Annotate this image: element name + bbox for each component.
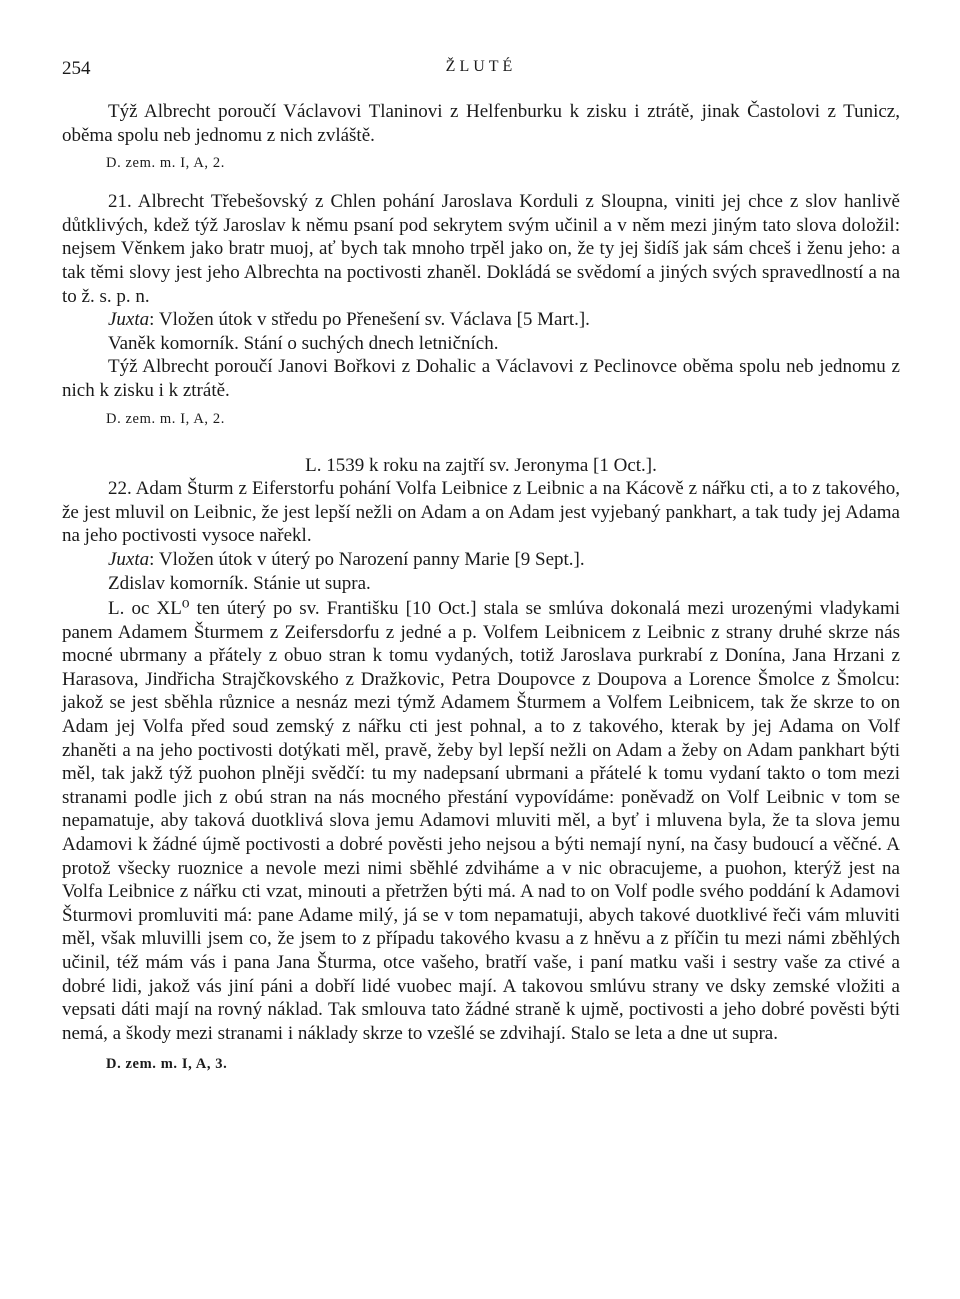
page-body: [62, 100, 900, 1075]
juxta-text: : Vložen útok v úterý po Narození panny Marie [9 Sept.].: [149, 548, 585, 570]
juxta-label: Juxta: [108, 548, 150, 570]
settlement-paragraph: L. oc XL⁰ ten úterý po sv. Františku [10 Oct.] stala se smlúva dokonalá mezi urozenými vladykami panem Adamem Šturmem z Zeifersdorfu z jedné a p. Volfem Leibnicem z Leibnic z strany druhé skrze nás mocné ubrmany a přátely z obuo stran k tomu vydaných, totiž Jaroslava purkrabí z Donína, Jana Hrzani z Harasova, Jindřicha Strajčkovského z Dražkovic, Petra Doupovce z Doupova a Lorence Šmolce z Šmolcu: jakož se jest sběhla různice a nesnáz mezi týmž Adamem Šturmem a Volfem Leibnicem, tak že skrze to on Adam jej Volfa před soud zemský z nářku cti jest pohnal, a to z takového, kterak by jej Adama on Volf zhaněti a na jeho poctivosti dotýkati měl, pravě, žeby byl lepší nežli on Adam a žeby on Adam pankhart býti měl, tak jakž týž puohon plněji svědčí: tu my nadepsaní ubrmani a přátelé k tomu vydaní takto o tom mezi stranami podle jich z obú stran na nás mocného přestání vypovídáme: poněvadž on Volf Leibnic v tom se nepamatuje, aby taková duotklivá slova jemu Adamovi mluviti měl, a byť i mluvena byla, že ta slova jemu Adamovi k žádné újmě poctivosti a dobré pověsti jeho nejsou a býti nemají nyní, na časy budoucí a věčné. A protož všecky ruoznice a nevole mezi nimi sběhlé zdviháme a v nic obracujeme, a puohon, kterýž jest na Volfa Leibnice z nářku cti vzat, minouti a přetržen býti má. A nad to on Volf podle svého poddání k Adamovi Šturmovi promluviti má: pane Adame milý, já se v tom nepamatuji, abych takové duotklivé řeči vám mluviti měl, však mluvilli jsem co, že jsem to z případu takového kvasu a z hněvu a z příčin tu mezi námi zběhlých učinil, též mám vás i pana Jana Šturma, otce vašeho, bratří vaše, i paní matku vaši i sestry vaše za ctivé a dobré lidi, jakož vás jiní páni a dobří lidé vuobec mají. A takovou smlúvu strany ve dsky zemské vložiti a vepsati dáti mají na rovný náklad. Tak smlouva tato žádné straně k ujmě, poctivosti a jeho dobré pověsti býti nemá, a škody mezi stranami i náklady skrze to vzešlé se zdvihají. Stalo se leta a dne ut supra.: [62, 598, 900, 1044]
running-title: ŽLUTÉ: [445, 58, 517, 75]
source-citation: D. zem. m. I, A, 2.: [106, 410, 225, 427]
page-header: [62, 58, 900, 84]
paragraph-albrecht-helfenburk: Týž Albrecht poroučí Václavovi Tlaninovi z Helfenburku k zisku i ztrátě, jinak Častolovi z Tunicz, oběma spolu neb jednomu z nich zvláště.: [62, 101, 900, 146]
komornik-line: Vaněk komorník. Stání o suchých dnech letničních.: [108, 332, 499, 354]
juxta-note: [62, 308, 900, 332]
entry-22: 22. Adam Šturm z Eiferstorfu pohání Volfa Leibnice z Leibnic a na Kácově z nářku cti, a to z takového, že jest mluvil on Leibnic, že jest lepší nežli on Adam a on Adam jest vyjebaný pankhart, a tak tudy jej Adama na jeho poctivosti vysoce nařekl.: [62, 478, 900, 547]
juxta-note: [62, 548, 900, 572]
paragraph-albrecht-dohalic: Týž Albrecht poroučí Janovi Bořkovi z Dohalic a Václavovi z Peclinovce oběma spolu neb jednomu z nich k zisku i k ztrátě.: [62, 356, 900, 401]
source-citation: D. zem. m. I, A, 3.: [106, 1056, 228, 1073]
spacer: [62, 174, 900, 190]
entry-21: 21. Albrecht Třebešovský z Chlen pohání Jaroslava Korduli z Sloupna, viniti jej chce z slov hanlivě důtklivých, kdež týž Jaroslav k němu psaní pod sekrytem svým učinil a v něm mezi jiným tato slova doložil: nejsem Věnkem jako bratr muoj, ať bych tak mnoho trpěl jako on, že ty jej šidíš jak sám chceš i ženu jeho: a tak těmi slovy jest jeho Albrechta na poctivosti zhaněl. Dokládá se svědomí a jiných svých spravedlností a na to ž. s. p. n.: [62, 191, 900, 307]
page-number: 254: [62, 58, 91, 79]
date-heading: L. 1539 k roku na zajtří sv. Jeronyma [1 Oct.].: [305, 454, 657, 476]
juxta-label: Juxta: [108, 309, 150, 331]
komornik-line: Zdislav komorník. Stánie ut supra.: [108, 572, 371, 594]
source-citation: D. zem. m. I, A, 2.: [106, 155, 225, 172]
spacer: [62, 430, 900, 454]
juxta-text: : Vložen útok v středu po Přenešení sv. Václava [5 Mart.].: [149, 309, 590, 331]
